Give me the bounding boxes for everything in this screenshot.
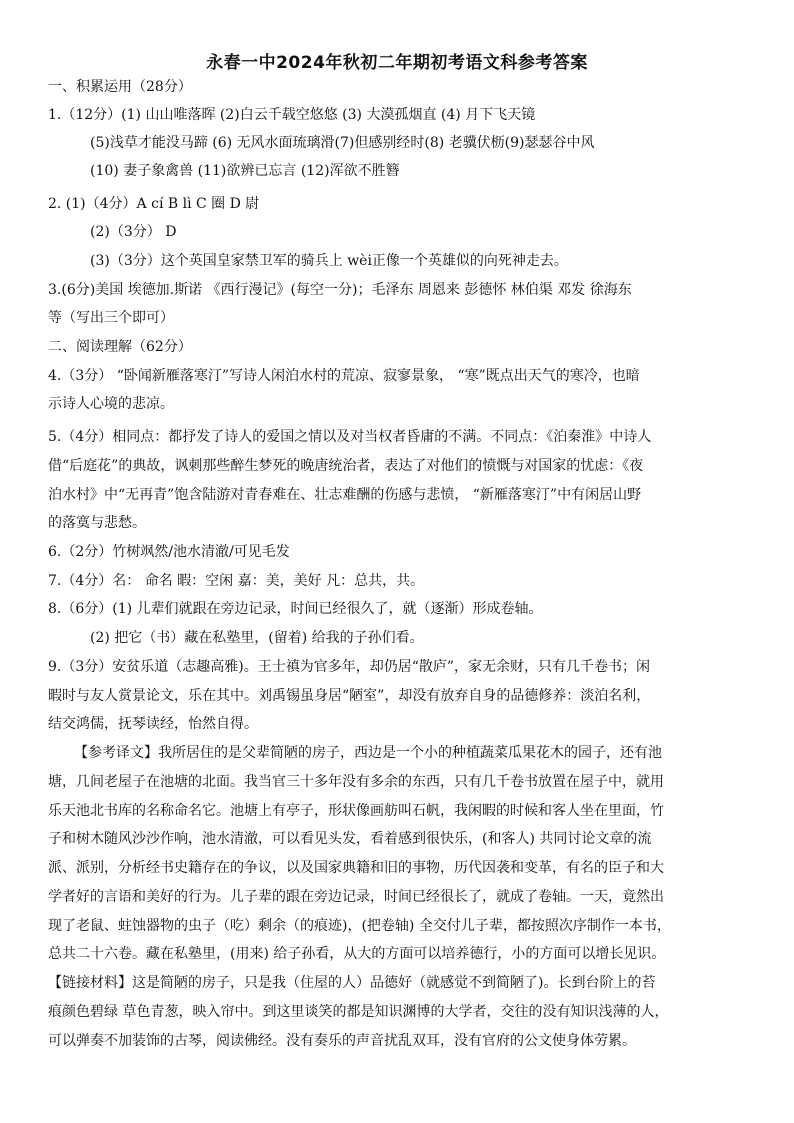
answer-line: 9.（3分）安贫乐道（志趣高雅)。王士禛为官多年，却仍居“散庐”，家无余财，只有几千卷书；闲 — [48, 659, 651, 675]
answer-line: 6.（2分）竹树飒然/池水清澈/可见毛发 — [48, 544, 290, 560]
answer-line: 等（写出三个即可） — [48, 310, 174, 326]
answer-line: 2. (1)（4分）A cí B lì C 圈 D 尉 — [48, 196, 260, 212]
answer-line: 1.（12分）(1) 山山唯落晖 (2)白云千载空悠悠 (3) 大漠孤烟直 (4) 月下飞天镜 — [48, 107, 536, 123]
translation-line: 现了老鼠、蛀蚀器物的虫子（吃）剩余（的痕迹)，(把卷轴) 全交付儿子辈，都按照次序制作一本书， — [48, 918, 671, 934]
answer-line: 泊水村》中“无再青”饱含陆游对青春难在、壮志难酬的伤感与悲愤， “新雁落寒汀”中有闲居山野 — [48, 487, 642, 503]
translation-heading-line: 【参考译文】我所居住的是父辈简陋的房子，西边是一个小的种植蔬菜瓜果花木的园子，还有池 — [74, 745, 662, 761]
answer-line: 8.（6分）(1) 儿辈们就跟在旁边记录，时间已经很久了，就（逐渐）形成卷轴。 — [48, 601, 543, 617]
answer-line: 5.（4分）相同点：都抒发了诗人的爱国之情以及对当权者昏庸的不满。不同点：《泊秦淮》中诗人 — [48, 429, 652, 445]
section-heading-reading: 二、阅读理解（62分） — [48, 339, 192, 355]
answer-line: (2)（3分） D — [90, 224, 177, 240]
answer-line: 3.(6分)美国 埃德加.斯诺 《西行漫记》(每空一分)；毛泽东 周恩来 彭德怀 林伯渠 邓发 徐海东 — [48, 282, 632, 298]
translation-line: 学者好的言语和美好的行为。儿子辈的跟在旁边记录，时间已经很长了，就成了卷轴。一天，竟然出 — [48, 889, 664, 905]
document-title: 永春一中2024年秋初二年期初考语文科参考答案 — [206, 53, 588, 73]
answer-line: 结交鸿儒，抚琴读经，怡然自得。 — [48, 716, 258, 732]
translation-line: 乐天池北书库的名称命名它。池塘上有亭子，形状像画舫叫石帆，我闲暇的时候和客人坐在里面，竹 — [48, 803, 664, 819]
answer-line: (2) 把它（书）藏在私塾里，(留着) 给我的子孙们看。 — [90, 630, 424, 646]
link-material-line: 可以弹奏不加装饰的古琴，阅读佛经。没有奏乐的声音扰乱双耳，没有官府的公文使身体劳累。 — [48, 1033, 636, 1049]
answer-line: (10) 妻子象禽兽 (11)欲辨已忘言 (12)浑欲不胜簪 — [90, 163, 400, 179]
answer-line: 暇时与友人赏景论文，乐在其中。刘禹锡虽身居“陋室”，却没有放弃自身的品德修养：淡泊名利， — [48, 688, 651, 704]
answer-line: 借“后庭花”的典故，讽刺那些醉生梦死的晚唐统治者，表达了对他们的愤慨与对国家的忧虑：《夜 — [48, 458, 644, 474]
answer-line: 的落寞与悲愁。 — [48, 515, 146, 531]
translation-line: 总共二十六卷。藏在私塾里，(用来) 给子孙看，从大的方面可以培养德行，小的方面可以增长见识。 — [48, 946, 666, 962]
link-material-line: 痕颜色碧绿 草色青葱，映入帘中。到这里谈笑的都是知识渊博的大学者，交往的没有知识浅薄的人， — [48, 1004, 669, 1020]
answer-line: 4.（3分） “卧闻新雁落寒汀”写诗人闲泊水村的荒凉、寂寥景象， “寒”既点出天气的寒冷，也暗 — [48, 368, 640, 384]
answer-line: 7.（4分）名： 命名 暇：空闲 嘉：美，美好 凡：总共，共。 — [48, 573, 425, 589]
translation-line: 派、派别，分析经书史籍存在的争议，以及国家典籍和旧的事物，历代因袭和变革，有名的臣子和大 — [48, 860, 664, 876]
translation-line: 塘，几间老屋子在池塘的北面。我当官三十多年没有多余的东西，只有几千卷书放置在屋子中，就用 — [48, 774, 664, 790]
link-material-heading-line: 【链接材料】这是简陋的房子，只是我（住屋的人）品德好（就感觉不到简陋了)。长到台阶上的苔 — [48, 975, 656, 991]
section-heading-accumulation: 一、积累运用（28分） — [48, 79, 192, 95]
translation-line: 子和树木随风沙沙作响，池水清澈，可以看见头发，看着感到很快乐，(和客人) 共同讨论文章的流 — [48, 831, 652, 847]
answer-line: (5)浅草才能没马蹄 (6) 无风水面琉璃滑(7)但感别经时(8) 老骥伏枥(9)瑟瑟谷中风 — [90, 135, 595, 151]
answer-line: 示诗人心境的悲凉。 — [48, 396, 174, 412]
answer-line: (3)（3分）这个英国皇家禁卫军的骑兵上 wèi正像一个英雄似的向死神走去。 — [90, 253, 568, 269]
